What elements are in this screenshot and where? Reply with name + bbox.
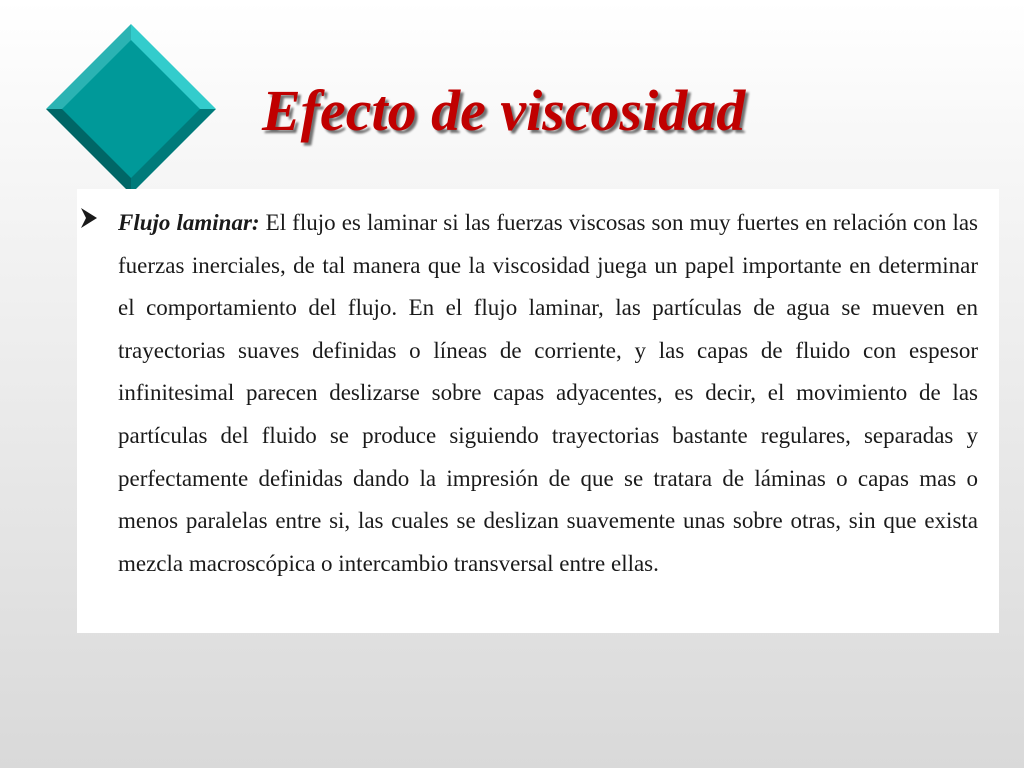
lead-term: Flujo laminar:: [118, 210, 260, 235]
slide-title: Efecto de viscosidad: [262, 78, 746, 143]
arrow-bullet-icon: [81, 208, 97, 228]
content-box: [77, 189, 999, 633]
body-text: El flujo es laminar si las fuerzas viscosas son muy fuertes en relación con las fuerzas inerciales, de tal manera que la viscosidad juega un papel importante en determinar el comportamiento del flujo. En el flujo laminar, las partículas de agua se mueven en trayectorias suaves definidas o líneas de corriente, y las capas de fluido con espesor infinitesimal parecen deslizarse sobre capas adyacentes, es decir, el movimiento de las partículas del fluido se produce siguiendo trayectorias bastante regulares, separadas y perfectamente definidas dando la impresión de que se tratara de láminas o capas mas o menos paralelas entre si, las cuales se deslizan suavemente unas sobre otras, sin que exista mezcla macroscópica o intercambio transversal entre ellas.: [118, 210, 978, 576]
teal-diamond-icon: [46, 24, 216, 194]
body-paragraph: [118, 202, 978, 585]
